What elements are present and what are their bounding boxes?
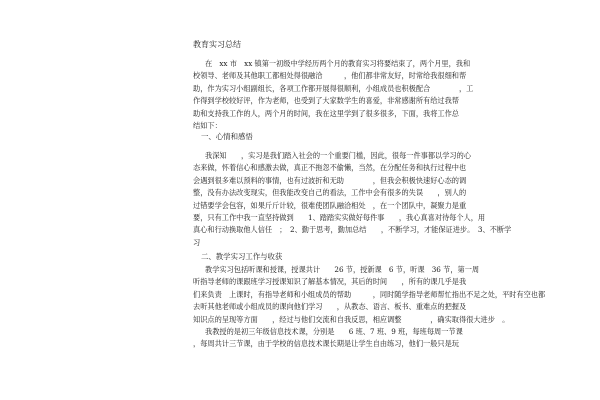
section-heading-2: 二、教学实习工作与收获: [201, 252, 283, 261]
document-title: 教育实习总结: [193, 40, 241, 49]
paragraph-intro: [193, 58, 474, 132]
paragraph-line: 会遇到很多难以预料的事情，也有过波折和无助 ，但我会积极快速好心态的调: [193, 175, 467, 185]
paragraph-line: 助，作为实习小组副组长，各项工作都开展得很顺利，小组成员也积极配合 ，工: [193, 83, 474, 93]
paragraph-line: 态来做，怀着信心和感激去做，真正不拖忽不偷懒，当然，在分配任务和执行过程中也: [193, 163, 467, 173]
paragraph-line: 知识点的呈现等方面 ，经过与他们交流和自我反思，相应调整 ，确实取得很大进步 。: [193, 314, 510, 324]
paragraph-line: 整，没有办法改变现实，但我能改变自己的看法，工作中会有很多的失误 ，别人的: [193, 188, 467, 198]
paragraph-line: 校领导、老师及其他职工都相处得很融洽 ，他们都非常友好，时常给我很细和帮: [193, 71, 467, 81]
paragraph-course: [193, 326, 463, 351]
paragraph-line: 们来负责 上课时，有指导老师和小组成员的帮助 ，同时随学指导老师帮忙指出不足之处，平时有空也都: [193, 289, 546, 299]
paragraph-line: ，每周共计三节课，由于学校的信息技术课长期是让学生自由练习，他们一般只是玩: [193, 339, 459, 349]
paragraph-line: 过错要学会包容，如果斤斤计较，很难使团队融洽相处 ，在一个团队中，凝聚力是重: [193, 200, 467, 210]
paragraph-line: 我深知 ，实习是我们踏入社会的一个重要门槛，因此，很每一件事都以学习的心: [205, 151, 471, 160]
section-heading-1: 一、心情和感悟: [201, 132, 253, 141]
paragraph-line: 助和支持我工作的人，两个月的时间，我在这里学到了很多很多，下面，我将工作总: [193, 108, 459, 118]
paragraph-line: 习: [193, 237, 201, 247]
paragraph-line: 真心和行动换取他人信任 ； 2、勤于思考，勤加总结 ，不断学习，才能保证进步。 3、不断学: [193, 225, 512, 235]
paragraph-teaching: [193, 264, 546, 326]
paragraph-line: 去听其他老师或小组成员的课向他们学习 ，从教态、语言、板书、重难点的把握及: [193, 302, 467, 312]
paragraph-line: 听指导老师的课跟班学习授课知识了解基本情况，其后的时间 ，所有的课几乎是我: [193, 277, 467, 287]
paragraph-line: 在 xx 市 xx 镇第一初级中学经历两个月的教育实习将要结束了，两个月里，我和: [205, 59, 471, 68]
paragraph-feelings: [193, 150, 512, 249]
paragraph-line: 要，只有工作中我一直坚持做到 1、踏踏实实做好每件事 ，我心真喜对待每个人，用: [193, 212, 486, 222]
paragraph-line: 结如下：: [193, 120, 222, 130]
paragraph-line: 教学实习包括听课和授课，授课共计 26 节，授新课 6 节，听课 36 节，第一周: [205, 265, 480, 274]
paragraph-line: 作得到学校较好评，作为老师，也受到了大家数学生的喜爱，非常感谢所有给过我帮: [193, 96, 459, 106]
paragraph-line: 我教授的是初三年级信息技术课，分别是 6 班、7 班、9 班，每班每周一节课: [205, 327, 463, 336]
